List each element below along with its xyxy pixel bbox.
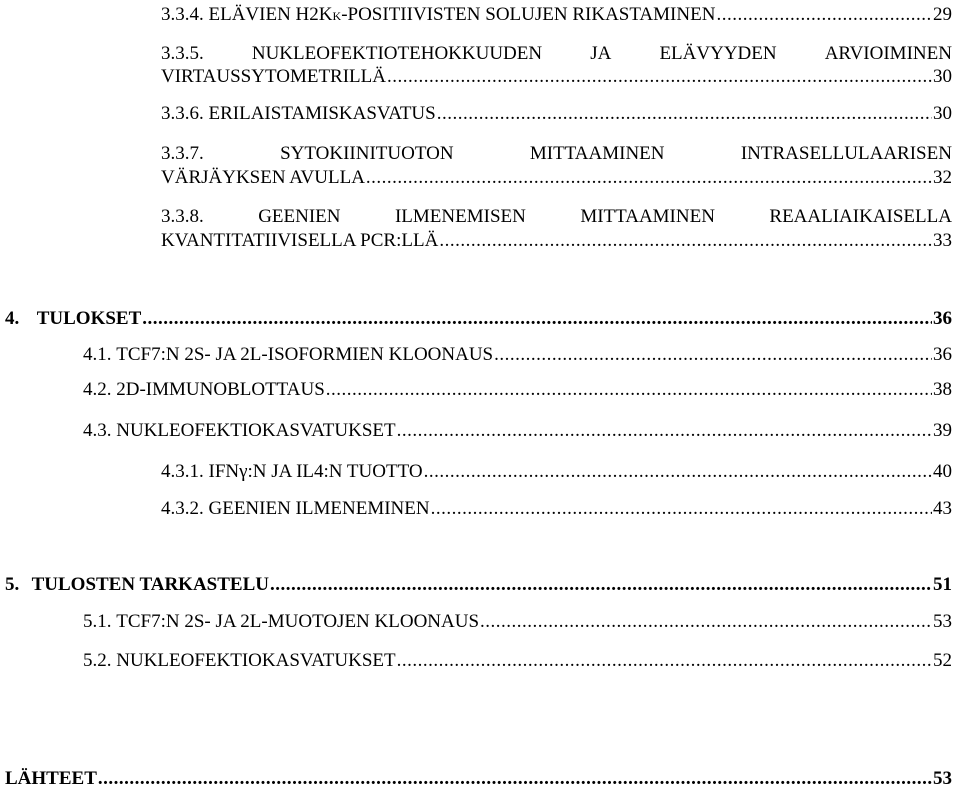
- entry-title: LÄHTEET: [5, 768, 97, 789]
- entry-number: 4.3.2.: [161, 498, 204, 519]
- toc-entry-4[interactable]: [5, 306, 952, 332]
- entry-title: TULOSTEN TARKASTELU: [31, 574, 269, 595]
- dot-leader: [142, 306, 932, 332]
- toc-entry-3-3-8-line1[interactable]: [161, 204, 952, 230]
- dot-leader: [480, 609, 932, 635]
- dot-leader: [366, 165, 932, 191]
- dot-leader: [424, 459, 932, 485]
- entry-page: 40: [933, 461, 952, 482]
- entry-number: 4.: [5, 308, 20, 329]
- entry-number: 5.1.: [83, 611, 112, 632]
- toc-entry-lahteet[interactable]: [5, 766, 952, 792]
- toc-entry-3-3-5-line2[interactable]: [161, 64, 952, 90]
- dot-leader: [439, 228, 932, 254]
- entry-page: 32: [933, 167, 952, 188]
- entry-page: 33: [933, 230, 952, 251]
- entry-page: 36: [933, 308, 952, 329]
- toc-entry-4-2[interactable]: [83, 377, 952, 403]
- entry-title: 2D-IMMUNOBLOTTAUS: [116, 379, 325, 400]
- entry-page: 53: [933, 611, 952, 632]
- entry-title: TCF7:N 2S- JA 2L-MUOTOJEN KLOONAUS: [116, 611, 480, 632]
- dot-leader: [431, 496, 932, 522]
- entry-number: 4.1.: [83, 344, 112, 365]
- dot-leader: [98, 766, 932, 792]
- dot-leader: [494, 342, 932, 368]
- entry-title: IFNγ:N JA IL4:N TUOTTO: [208, 461, 423, 482]
- entry-title-word: MITTAAMINEN: [529, 143, 665, 164]
- toc-entry-5[interactable]: [5, 572, 952, 598]
- entry-title-word: NUKLEOFEKTIOTEHOKKUUDEN: [251, 43, 543, 64]
- entry-page: 53: [933, 768, 952, 789]
- entry-page: 30: [933, 66, 952, 87]
- entry-title: GEENIEN ILMENEMINEN: [208, 498, 430, 519]
- toc-entry-3-3-8-line2[interactable]: [161, 228, 952, 254]
- entry-title: NUKLEOFEKTIOKASVATUKSET: [116, 420, 396, 441]
- toc-entry-3-3-4[interactable]: 3.3.4. ELÄVIEN H2K K -POSITIIVISTEN SOLUJEN RIKASTAMINEN ..... 29: [161, 2, 952, 28]
- entry-title: TULOKSET: [36, 308, 142, 329]
- entry-title-word: ELÄVYYDEN: [659, 43, 777, 64]
- toc-entry-4-3-1[interactable]: [161, 459, 952, 485]
- entry-title-word: INTRASELLULAARISEN: [740, 143, 952, 164]
- toc-entry-4-3[interactable]: [83, 418, 952, 444]
- entry-page: 51: [933, 574, 952, 595]
- entry-title: ERILAISTAMISKASVATUS: [208, 103, 436, 124]
- entry-number: 3.3.6.: [161, 103, 204, 124]
- toc-entry-5-2[interactable]: [83, 648, 952, 674]
- dot-leader: [397, 648, 932, 674]
- entry-title-word: SYTOKIINITUOTON: [280, 143, 454, 164]
- entry-number: 5.: [5, 574, 20, 595]
- entry-title: TCF7:N 2S- JA 2L-ISOFORMIEN KLOONAUS: [116, 344, 494, 365]
- entry-title: VÄRJÄYKSEN AVULLA: [161, 167, 365, 188]
- toc-entry-5-1[interactable]: [83, 609, 952, 635]
- entry-page: 30: [933, 103, 952, 124]
- entry-page: 36: [933, 344, 952, 365]
- toc-entry-4-3-2[interactable]: [161, 496, 952, 522]
- entry-title-word: MITTAAMINEN: [580, 206, 715, 227]
- entry-page: 29: [933, 4, 952, 25]
- dot-leader: [397, 418, 932, 444]
- dot-leader: [326, 377, 932, 403]
- toc-entry-3-3-7-line2[interactable]: [161, 165, 952, 191]
- entry-title-word: ARVIOIMINEN: [824, 43, 952, 64]
- dot-leader: [437, 101, 932, 127]
- entry-number: 3.3.8.: [161, 206, 204, 227]
- entry-number: 4.2.: [83, 379, 112, 400]
- entry-title: ELÄVIEN H2K: [208, 4, 333, 25]
- toc-entry-4-1[interactable]: [83, 342, 952, 368]
- entry-page: 52: [933, 650, 952, 671]
- entry-number: 4.3.: [83, 420, 112, 441]
- entry-title-word: ILMENEMISEN: [394, 206, 526, 227]
- entry-number: 3.3.5.: [161, 43, 204, 64]
- entry-title: NUKLEOFEKTIOKASVATUKSET: [116, 650, 396, 671]
- entry-title-word: REAALIAIKAISELLA: [769, 206, 952, 227]
- toc-entry-3-3-7-line1[interactable]: [161, 141, 952, 167]
- entry-page: 38: [933, 379, 952, 400]
- entry-page: 39: [933, 420, 952, 441]
- entry-title: KVANTITATIIVISELLA PCR:LLÄ: [161, 230, 439, 251]
- dot-leader: [716, 2, 932, 28]
- entry-number: 4.3.1.: [161, 461, 204, 482]
- entry-page: 43: [933, 498, 952, 519]
- entry-number: 3.3.4.: [161, 4, 204, 25]
- dot-leader: [270, 572, 932, 598]
- entry-number: 5.2.: [83, 650, 112, 671]
- entry-title: VIRTAUSSYTOMETRILLÄ: [161, 66, 386, 87]
- entry-number: 3.3.7.: [161, 143, 204, 164]
- entry-title-word: JA: [590, 43, 612, 64]
- entry-title-rest: -POSITIIVISTEN SOLUJEN RIKASTAMINEN: [341, 4, 716, 25]
- entry-title-word: GEENIEN: [258, 206, 341, 227]
- dot-leader: [387, 64, 932, 90]
- toc-entry-3-3-6[interactable]: [161, 101, 952, 127]
